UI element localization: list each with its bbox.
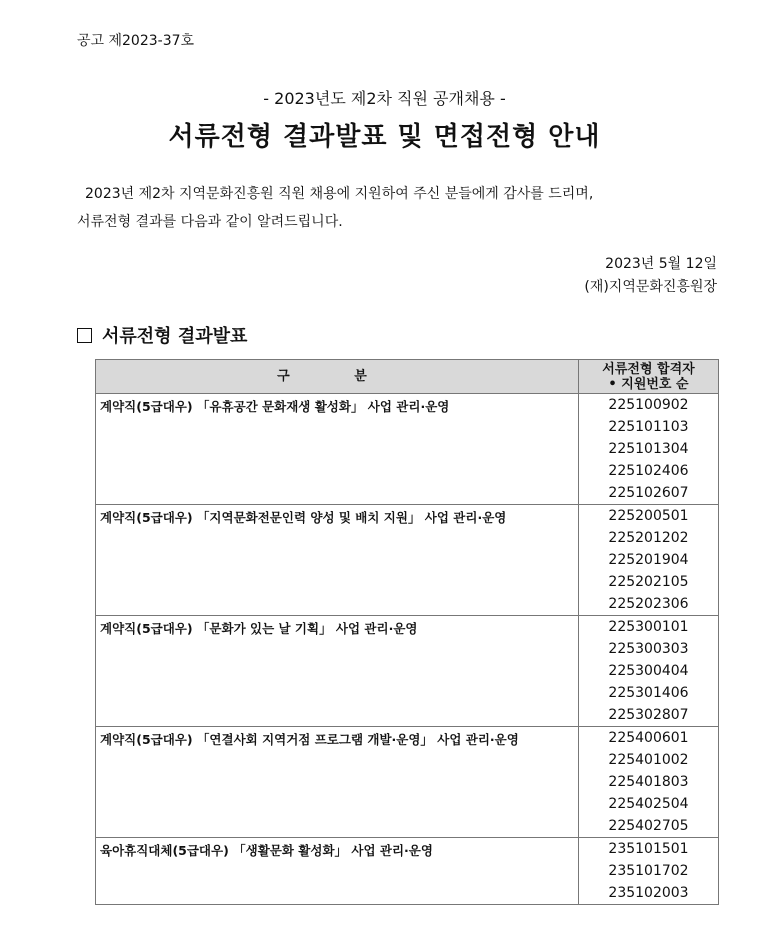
- position-category: 계약직(5급대우) 「유휴공간 문화재생 활성화」 사업 관리·운영: [96, 394, 579, 505]
- issuer-name: (재)지역문화진흥원장: [584, 279, 717, 295]
- applicant-number: 235101501: [608, 841, 689, 857]
- applicant-number: 225301406: [608, 685, 689, 701]
- applicant-numbers: [579, 727, 719, 838]
- applicant-numbers: [579, 505, 719, 616]
- applicant-number: 225102607: [608, 485, 689, 501]
- applicant-number: 225202306: [608, 596, 689, 612]
- table-row: [96, 727, 719, 838]
- applicant-numbers: [579, 394, 719, 505]
- table-header-row: [96, 360, 719, 394]
- applicant-number: 225401803: [608, 774, 689, 790]
- applicant-number: 225302807: [608, 707, 689, 723]
- applicant-numbers: [579, 838, 719, 905]
- header-result-line2: • 지원번호 순: [608, 376, 689, 392]
- section-title: 서류전형 결과발표: [102, 326, 248, 347]
- intro-line-2: 서류전형 결과를 다음과 같이 알려드립니다.: [77, 214, 343, 230]
- table-row: [96, 394, 719, 505]
- results-body: [96, 394, 719, 905]
- applicant-number: 225101304: [608, 441, 689, 457]
- page-title: 서류전형 결과발표 및 면접전형 안내: [168, 122, 601, 152]
- position-category: 계약직(5급대우) 「연결사회 지역거점 프로그램 개발·운영」 사업 관리·운영: [96, 727, 579, 838]
- applicant-number: 225101103: [608, 419, 689, 435]
- announcement-date: 2023년 5월 12일: [605, 256, 717, 272]
- applicant-number: 235102003: [608, 885, 689, 901]
- intro-line-1: 2023년 제2차 지역문화진흥원 직원 채용에 지원하여 주신 분들에게 감사를 드리며,: [85, 186, 594, 202]
- table-row: [96, 616, 719, 727]
- applicant-number: 225402504: [608, 796, 689, 812]
- applicant-number: 225201904: [608, 552, 689, 568]
- position-category: 계약직(5급대우) 「문화가 있는 날 기획」 사업 관리·운영: [96, 616, 579, 727]
- applicant-numbers: [579, 616, 719, 727]
- header-result-line1: 서류전형 합격자: [602, 361, 695, 377]
- results-table: [95, 359, 719, 905]
- applicant-number: 225300101: [608, 619, 689, 635]
- position-category: 계약직(5급대우) 「지역문화전문인력 양성 및 배치 지원」 사업 관리·운영: [96, 505, 579, 616]
- applicant-number: 225202105: [608, 574, 689, 590]
- applicant-number: 225102406: [608, 463, 689, 479]
- applicant-number: 225400601: [608, 730, 689, 746]
- table-row: [96, 505, 719, 616]
- applicant-number: 225402705: [608, 818, 689, 834]
- applicant-number: 225300404: [608, 663, 689, 679]
- applicant-number: 235101702: [608, 863, 689, 879]
- table-row: [96, 838, 719, 905]
- position-category: 육아휴직대체(5급대우) 「생활문화 활성화」 사업 관리·운영: [96, 838, 579, 905]
- applicant-number: 225401002: [608, 752, 689, 768]
- applicant-number: 225300303: [608, 641, 689, 657]
- applicant-number: 225100902: [608, 397, 689, 413]
- section-heading: [77, 322, 247, 348]
- header-category: 구 분: [96, 360, 579, 394]
- notice-number: 공고 제2023-37호: [77, 33, 195, 49]
- checkbox-square-icon: [77, 328, 92, 343]
- intro-paragraph: [77, 180, 717, 236]
- applicant-number: 225201202: [608, 530, 689, 546]
- announcement-subtitle: - 2023년도 제2차 직원 공개채용 -: [263, 89, 506, 108]
- applicant-number: 225200501: [608, 508, 689, 524]
- header-result: [579, 360, 719, 394]
